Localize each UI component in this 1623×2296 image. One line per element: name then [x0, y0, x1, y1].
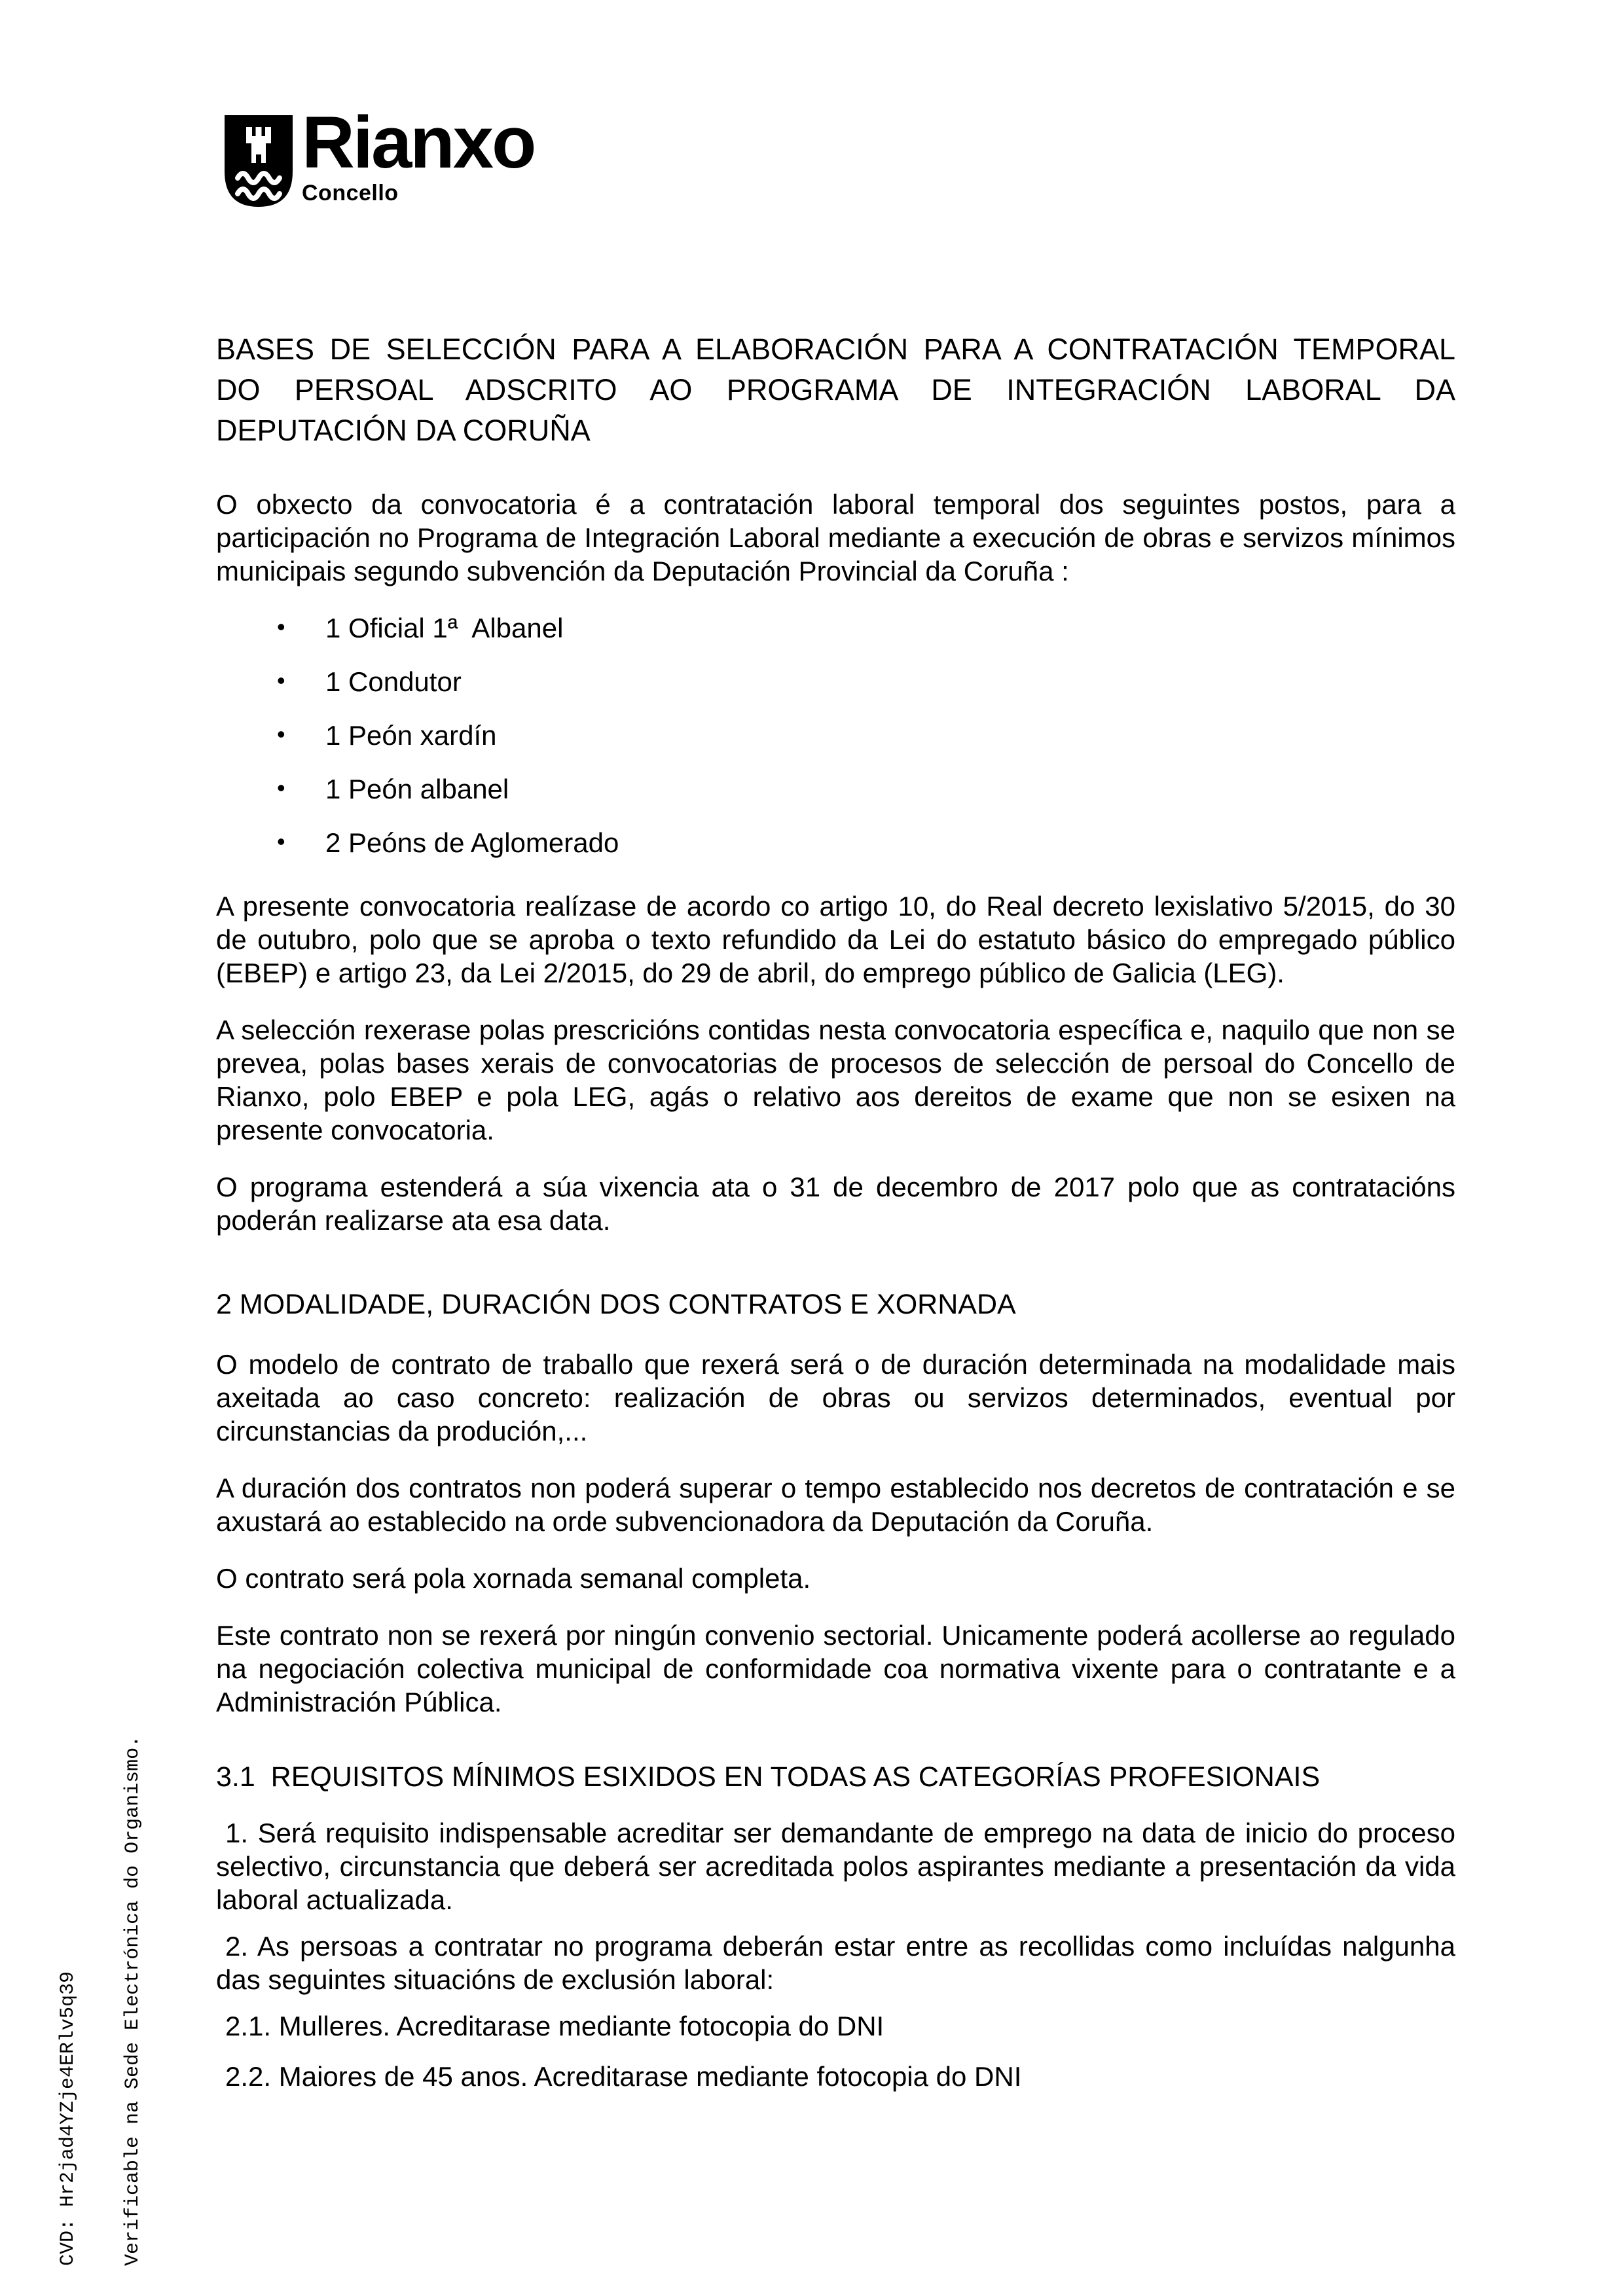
rianxo-shield-icon	[225, 115, 293, 207]
section-3-1-heading: 3.1 REQUISITOS MÍNIMOS ESIXIDOS EN TODAS AS CATEGORÍAS PROFESIONAIS	[216, 1761, 1321, 1793]
logo-subtitle: Concello	[302, 181, 399, 206]
logo-municipality-name: Rianxo	[302, 101, 535, 183]
positions-list	[216, 611, 1455, 859]
concello-rianxo-logo	[225, 101, 535, 207]
paragraph-collective-agreement: Este contrato non se rexerá por ningún convenio sectorial. Unicamente poderá acollerse ao regulado na negociación colectiva municipal de conformidade coa normativa vixente para o contratante e a Administración Pública.	[216, 1620, 1455, 1717]
paragraph-working-week: O contrato será pola xornada semanal completa.	[216, 1563, 811, 1594]
intro-paragraph: O obxecto da convocatoria é a contratación laboral temporal dos seguintes postos, para a participación no Programa de Integración Laboral mediante a execución de obras e servizos mínimos municipais segundo subvención da Deputación Provincial da Coruña :	[216, 489, 1455, 586]
document-body	[216, 329, 1455, 2117]
title-line-2: DO PERSOAL ADSCRITO AO PROGRAMA DE INTEGRACIÓN LABORAL DA	[216, 373, 1455, 406]
title-line-3: DEPUTACIÓN DA CORUÑA	[216, 414, 591, 447]
paragraph-requirement-2-1: 2.1. Mulleres. Acreditarase mediante fotocopia do DNI	[225, 2011, 884, 2041]
paragraph-requirement-2-2: 2.2. Maiores de 45 anos. Acreditarase mediante fotocopia do DNI	[225, 2061, 1022, 2092]
paragraph-program-validity: O programa estenderá a súa vixencia ata o 31 de decembro de 2017 polo que as contratacións poderán realizarse ata esa data.	[216, 1172, 1455, 1236]
paragraph-legal-basis: A presente convocatoria realízase de acordo co artigo 10, do Real decreto lexislativo 5/2015, do 30 de outubro, polo que se aproba o texto refundido da Lei do estatuto básico do empregado público (EBEP) e artigo 23, da Lei 2/2015, do 29 de abril, do emprego público de Galicia (LEG).	[216, 891, 1455, 988]
logo-text	[302, 101, 535, 206]
paragraph-contract-duration: A duración dos contratos non poderá superar o tempo establecido nos decretos de contratación e se axustará ao establecido na orde subvencionadora da Deputación da Coruña.	[216, 1473, 1455, 1537]
section-2-heading: 2 MODALIDADE, DURACIÓN DOS CONTRATOS E XORNADA	[216, 1289, 1016, 1320]
paragraph-contract-model: O modelo de contrato de traballo que rexerá será o de duración determinada na modalidade mais axeitada ao caso concreto: realización de obras ou servizos determinados, eventual por circunstancias da produción,...	[216, 1349, 1455, 1446]
document-title	[216, 329, 1455, 451]
list-item-position: • 1 Condutor	[216, 665, 1455, 698]
list-item-position: • 2 Peóns de Aglomerado	[216, 826, 1455, 859]
paragraph-requirement-1: 1. Será requisito indispensable acreditar ser demandante de emprego na data de inicio do proceso selectivo, circunstancia que deberá ser acreditada polos aspirantes mediante a presentación da vida laboral actualizada.	[216, 1818, 1455, 1915]
list-item-position: • 1 Oficial 1ª Albanel	[216, 611, 1455, 645]
paragraph-requirement-2: 2. As persoas a contratar no programa deberán estar entre as recollidas como incluídas nalgunha das seguintes situacións de exclusión laboral:	[216, 1931, 1455, 1995]
paragraph-selection-rules: A selección rexerase polas prescricións contidas nesta convocatoria específica e, naquilo que non se prevea, polas bases xerais de convocatorias de procesos de selección de persoal do Concello de Rianxo, polo EBEP e pola LEG, agás o relativo aos dereitos de exame que non se esixen na presente convocatoria.	[216, 1014, 1455, 1145]
list-item-position: • 1 Peón albanel	[216, 772, 1455, 806]
list-item-position: • 1 Peón xardín	[216, 719, 1455, 752]
verification-code: CVD: Hr2jad4YZje4ERlv5q39	[57, 1971, 79, 2266]
verification-code-sidebar	[14, 1736, 187, 2266]
verification-note: Verificable na Sede Electrónica do Organismo.	[122, 1735, 144, 2266]
title-line-1: BASES DE SELECCIÓN PARA A ELABORACIÓN PARA A CONTRATACIÓN TEMPORAL	[216, 332, 1455, 366]
